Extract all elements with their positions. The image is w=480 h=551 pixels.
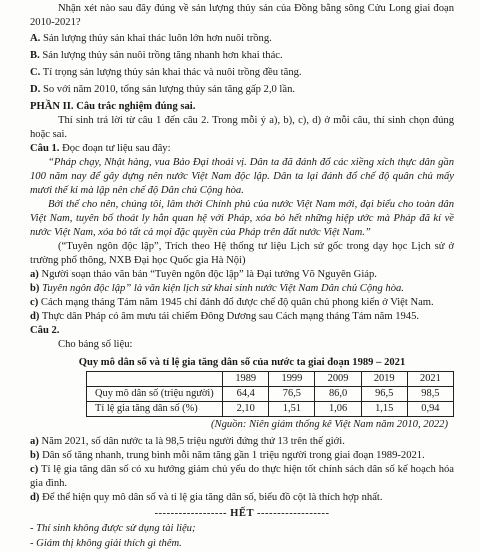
year-cell: 1999 (269, 372, 315, 387)
table-cell: 1,15 (361, 402, 407, 417)
q2-item-d-key: d) (30, 492, 40, 503)
question-2-label: Câu 2. (30, 325, 60, 336)
q2-item-a-text: Năm 2021, số dân nước ta là 98,5 triệu người đứng thứ 13 trên thế giới. (41, 436, 345, 447)
table-caption: Quy mô dân số và tỉ lệ gia tăng dân số của nước ta giai đoạn 1989 – 2021 (78, 357, 406, 368)
q2-item-b-text: Dân số tăng nhanh, trung bình mỗi năm tăng gần 1 triệu người trong giai đoạn 1989-2021. (42, 450, 425, 461)
q1-item-d-text: Thực dân Pháp có âm mưu tái chiếm Đông Dương sau Cách mạng tháng Tám năm 1945. (41, 311, 420, 322)
option-b-key: B. (30, 50, 40, 61)
q2-item-d (30, 491, 454, 505)
option-d-key: D. (30, 84, 41, 95)
option-c-key: C. (30, 67, 41, 78)
population-table (86, 371, 454, 417)
part2-instructions: Thí sinh trả lời từ câu 1 đến câu 2. Trong mỗi ý a), b), c), d) ở mỗi câu, thí sinh chọn đúng hoặc sai. (30, 115, 454, 140)
option-a-key: A. (30, 33, 41, 44)
q1-item-a-key: a) (30, 269, 39, 280)
year-cell: 1989 (223, 372, 269, 387)
q1-item-c-text: Cách mạng tháng Tám năm 1945 chỉ đánh đổ được chế độ quân chủ phong kiến ở Việt Nam. (40, 297, 434, 308)
table-cell: 1,06 (315, 402, 361, 417)
q2-item-c-text: Tỉ lệ gia tăng dân số có xu hướng giảm chủ yếu do thực hiện tốt chính sách dân số kế hoạch hóa gia đình. (30, 464, 454, 489)
q1-item-d (30, 310, 454, 324)
quote-source: (“Tuyên ngôn độc lập”, Trích theo Hệ thống tư liệu Lịch sử gốc trong dạy học Lịch sử ở trường phổ thông, NXB Đại học Quốc gia Hà Nội) (30, 241, 454, 266)
q1-item-a-text: Người soạn thảo văn bản “Tuyên ngôn độc lập” là Đại tướng Võ Nguyên Giáp. (41, 269, 377, 280)
option-a-text: Sản lượng thủy sản khai thác luôn lớn hơn nuôi trồng. (42, 33, 272, 44)
option-b (30, 49, 454, 63)
option-a (30, 32, 454, 46)
note-no-explanation: - Giám thị không giải thích gì thêm. (30, 538, 182, 549)
table-source: (Nguồn: Niên giám thống kê Việt Nam năm 2010, 2022) (211, 419, 448, 430)
question-2-intro: Cho bảng số liệu: (58, 339, 133, 350)
year-cell: 2009 (315, 372, 361, 387)
option-d-text: So với năm 2010, tổng sản lượng thủy sản tăng gấp 2,0 lần. (42, 84, 296, 95)
table-cell: 86,0 (315, 387, 361, 402)
year-cell: 2021 (407, 372, 453, 387)
table-cell: 2,10 (223, 402, 269, 417)
q2-item-b (30, 449, 454, 463)
quote-paragraph-2: Bởi thế cho nên, chúng tôi, lâm thời Chính phủ của nước Việt Nam mới, đại biểu cho toàn dân Việt Nam, tuyên bố thoát ly hẳn quan hệ với Pháp, xóa bỏ hết những hiệp ước mà Pháp đã kí về nước Việt Nam, xóa bỏ tất cả mọi đặc quyền của Pháp trên đất nước Việt Nam.” (30, 199, 454, 238)
table-header-row (87, 372, 454, 387)
end-mark: ------------------ HẾT ------------------ (154, 508, 330, 519)
table-cell: 64,4 (223, 387, 269, 402)
q1-item-b-text: Tuyên ngôn độc lập” là văn kiện lịch sử khai sinh nước Việt Nam Dân chủ Cộng hòa. (42, 283, 404, 294)
q1-item-b (30, 282, 454, 296)
table-cell: 0,94 (407, 402, 453, 417)
table-cell: 76,5 (269, 387, 315, 402)
q1-item-b-key: b) (30, 283, 40, 294)
part2-title: PHẦN II. Câu trắc nghiệm đúng sai. (30, 101, 196, 112)
table-row (87, 387, 454, 402)
quote-paragraph-1: “Pháp chạy, Nhật hàng, vua Bảo Đại thoái vị. Dân ta đã đánh đổ các xiềng xích thực dân gần 100 năm nay để gây dựng nên nước Việt Nam độc lập. Dân ta lại đánh đổ chế độ quân chủ mấy mươi thế kỉ mà lập nên chế độ Dân chủ Cộng hòa. (30, 157, 454, 196)
question-1 (30, 142, 454, 156)
table-cell: 1,51 (269, 402, 315, 417)
q2-item-b-key: b) (30, 450, 40, 461)
table-cell: 98,5 (407, 387, 453, 402)
q1-item-a (30, 268, 454, 282)
q2-item-d-text: Để thể hiện quy mô dân số và tỉ lệ gia tăng dân số, biểu đồ cột là thích hợp nhất. (42, 492, 383, 503)
q1-item-c-key: c) (30, 297, 39, 308)
row-label-population: Quy mô dân số (triệu người) (87, 387, 223, 402)
q1-item-d-key: d) (30, 311, 40, 322)
q1-item-c (30, 296, 454, 310)
table-corner-cell (87, 372, 223, 387)
row-label-growth-rate: Tỉ lệ gia tăng dân số (%) (87, 402, 223, 417)
q2-item-a-key: a) (30, 436, 39, 447)
option-b-text: Sản lượng thủy sản nuôi trồng tăng nhanh hơn khai thác. (42, 50, 283, 61)
note-no-materials: - Thí sinh không được sử dụng tài liệu; (30, 523, 196, 534)
q2-item-c-key: c) (30, 464, 39, 475)
question-1-label: Câu 1. (30, 143, 60, 154)
option-c-text: Tỉ trọng sản lượng thủy sản khai thác và nuôi trồng đều tăng. (42, 67, 302, 78)
question-1-intro: Đọc đoạn tư liệu sau đây: (62, 143, 171, 154)
table-row (87, 402, 454, 417)
q2-item-a (30, 435, 454, 449)
option-d (30, 83, 454, 97)
q2-item-c (30, 463, 454, 491)
year-cell: 2019 (361, 372, 407, 387)
table-cell: 96,5 (361, 387, 407, 402)
question-stem: Nhận xét nào sau đây đúng về sản lượng thủy sản của Đồng bằng sông Cửu Long giai đoạn 2010-2021? (30, 3, 454, 28)
option-c (30, 66, 454, 80)
